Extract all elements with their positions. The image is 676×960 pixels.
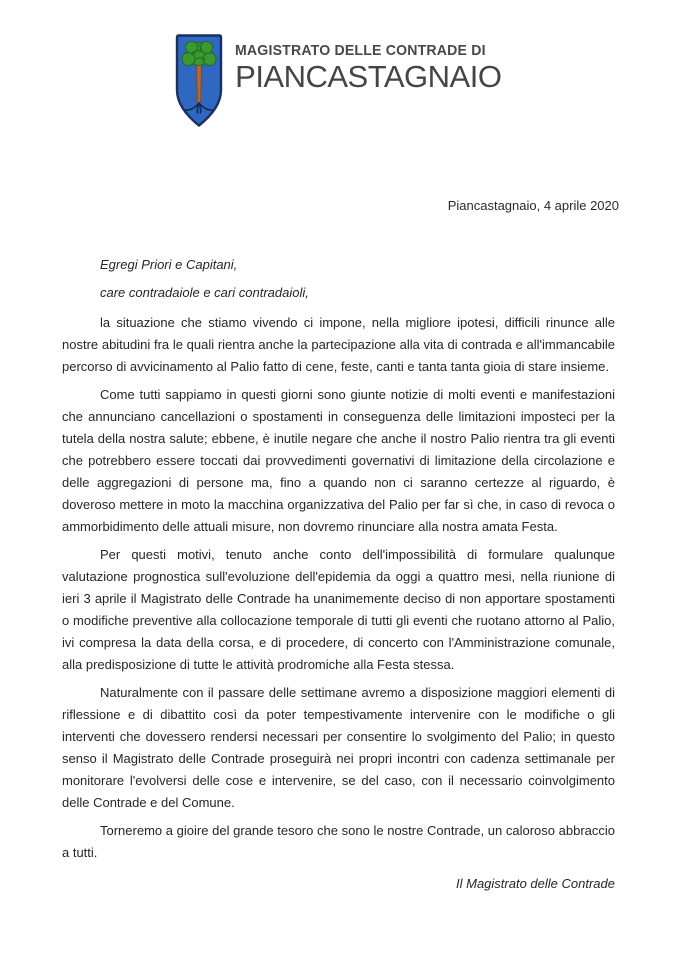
- organization-name: [235, 43, 502, 94]
- body-paragraph-3: Per questi motivi, tenuto anche conto dell'impossibilità di formulare qualunque valutazione prognostica sull'evoluzione dell'epidemia da oggi a quattro mesi, nella riunione di ieri 3 aprile il Magistrato delle Contrade ha unanimemente deciso di non apportare spostamenti o modifiche preventive alla collocazione temporale di tutti gli eventi che ruotano attorno al Palio, ivi compresa la data della corsa, e di procedere, di concerto con l'Amministrazione comunale, alla predisposizione di tutte le attività prodromiche alla Festa stessa.: [62, 547, 615, 672]
- tree-trunk: [197, 63, 202, 104]
- org-name-large: PIANCASTAGNAIO: [235, 58, 502, 94]
- letter-body: [62, 254, 615, 895]
- tree-crown: [182, 42, 216, 66]
- body-paragraph-1: la situazione che stiamo vivendo ci impone, nella migliore ipotesi, difficili rinunce alle nostre abitudini fra le quali rientra anche la partecipazione alla vita di contrada e all'immancabile percorso di avvicinamento al Palio fatto di cene, feste, canti e tanta tanta gioia di stare insieme.: [62, 315, 615, 374]
- body-paragraph-2: Come tutti sappiamo in questi giorni sono giunte notizie di molti eventi e manifestazioni che annunciano cancellazioni o spostamenti in conseguenza delle limitazioni imposteci per la tutela della nostra salute; ebbene, è inutile negare che anche il nostro Palio rientra tra gli eventi che potrebbero essere toccati dai provvedimenti governativi di limitazione della circolazione e delle aggregazioni di persone ma, fino a quando non ci saranno certezze al riguardo, è doveroso mettere in moto la macchina organizzativa del Palio per far sì che, in caso di revoca o ammorbidimento delle attuali misure, non dovremo rinunciare alla nostra amata Festa.: [62, 387, 615, 534]
- signature: Il Magistrato delle Contrade: [456, 876, 615, 891]
- shield-with-chestnut-tree-icon: [174, 33, 224, 129]
- salutation-line-1: Egregi Priori e Capitani,: [100, 257, 238, 272]
- body-paragraph-5: Torneremo a gioire del grande tesoro che sono le nostre Contrade, un caloroso abbraccio a tutti.: [62, 823, 615, 860]
- org-name-small: MAGISTRATO DELLE CONTRADE DI: [235, 42, 486, 59]
- salutation-line-2: care contradaiole e cari contradaioli,: [100, 285, 309, 300]
- body-paragraph-4: Naturalmente con il passare delle settimane avremo a disposizione maggiori elementi di riflessione e di dibattito così da poter tempestivamente intervenire con le modifiche o gli interventi che dovessero rendersi necessari per consentire lo svolgimento del Palio; in questo senso il Magistrato delle Contrade proseguirà nei propri incontri con cadenza settimanale per monitorare l'evolversi delle cose e intervenire, se del caso, con il necessario coinvolgimento delle Contrade e del Comune.: [62, 685, 615, 810]
- dateline: Piancastagnaio, 4 aprile 2020: [447, 198, 619, 213]
- letterhead: [0, 0, 676, 129]
